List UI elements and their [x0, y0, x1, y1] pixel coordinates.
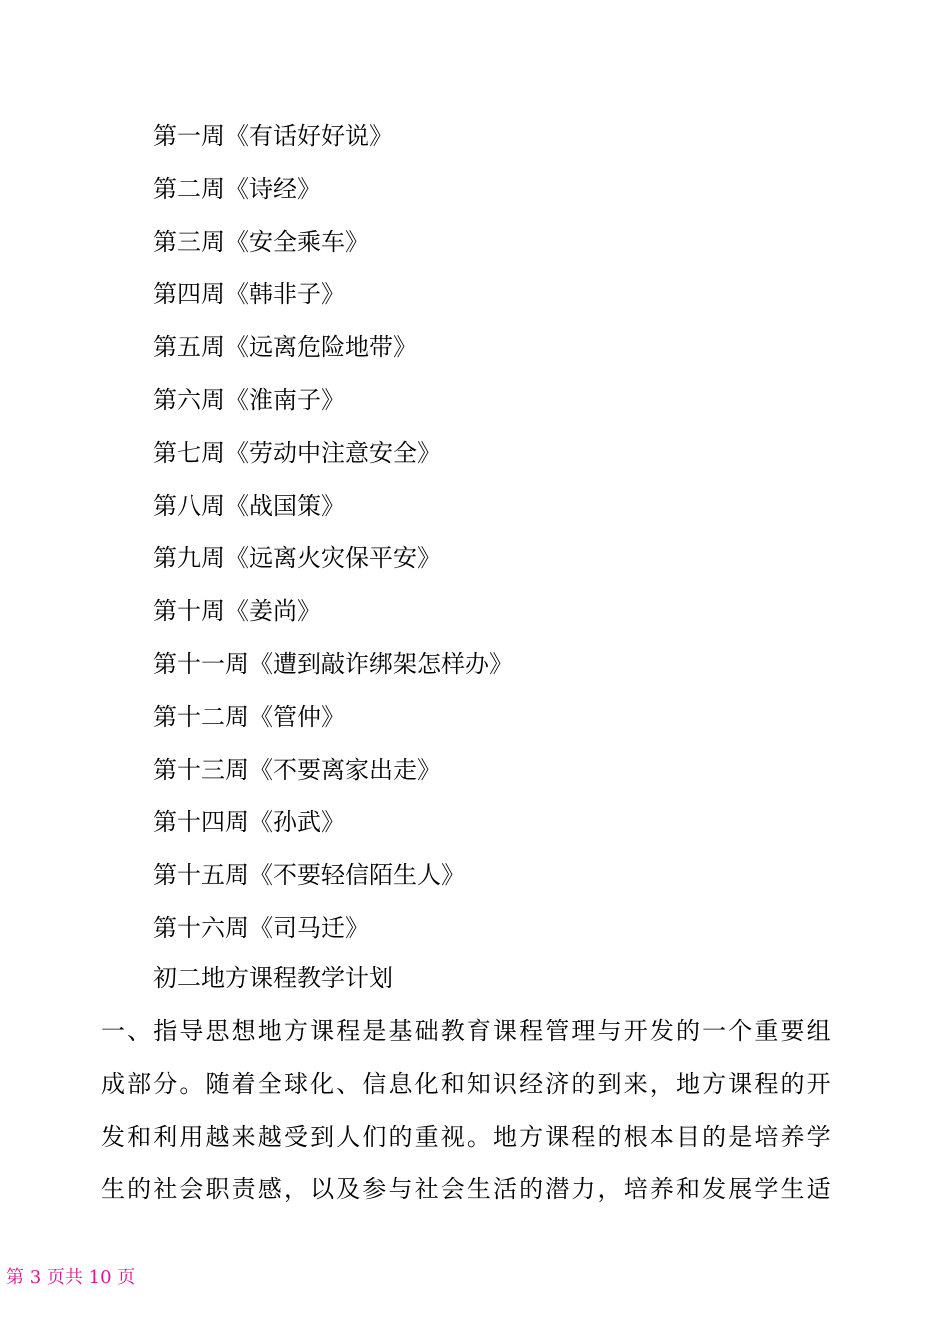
week-topic-item: 第十六周《司马迁》 [153, 913, 369, 942]
week-topic-item: 第八周《战国策》 [153, 491, 345, 520]
paragraph-line: 成部分。随着全球化、信息化和知识经济的到来，地方课程的开 [101, 1069, 831, 1098]
plan-heading: 初二地方课程教学计划 [153, 964, 393, 992]
week-topic-item: 第十周《姜尚》 [153, 597, 321, 626]
weekly-topic-list [153, 110, 513, 955]
week-topic-item: 第五周《远离危险地带》 [153, 333, 417, 362]
guiding-ideology-paragraph [101, 1005, 831, 1216]
paragraph-line: 生的社会职责感，以及参与社会生活的潜力，培养和发展学生适 [101, 1175, 831, 1204]
week-topic-item: 第七周《劳动中注意安全》 [153, 438, 441, 467]
week-topic-item: 第四周《韩非子》 [153, 280, 345, 309]
page-number-footer: 第 3 页共 10 页 [6, 1267, 136, 1288]
week-topic-item: 第三周《安全乘车》 [153, 227, 369, 256]
week-topic-item: 第九周《远离火灾保平安》 [153, 544, 441, 573]
week-topic-item: 第十二周《管仲》 [153, 702, 345, 731]
week-topic-item: 第十四周《孙武》 [153, 808, 345, 837]
week-topic-item: 第二周《诗经》 [153, 174, 321, 203]
paragraph-line: 一、指导思想地方课程是基础教育课程管理与开发的一个重要组 [101, 1017, 831, 1045]
week-topic-item: 第十五周《不要轻信陌生人》 [153, 861, 465, 890]
paragraph-line: 发和利用越来越受到人们的重视。地方课程的根本目的是培养学 [101, 1122, 831, 1151]
week-topic-item: 第一周《有话好好说》 [153, 122, 393, 150]
week-topic-item: 第六周《淮南子》 [153, 385, 345, 414]
week-topic-item: 第十一周《遭到敲诈绑架怎样办》 [153, 649, 513, 678]
week-topic-item: 第十三周《不要离家出走》 [153, 755, 441, 784]
